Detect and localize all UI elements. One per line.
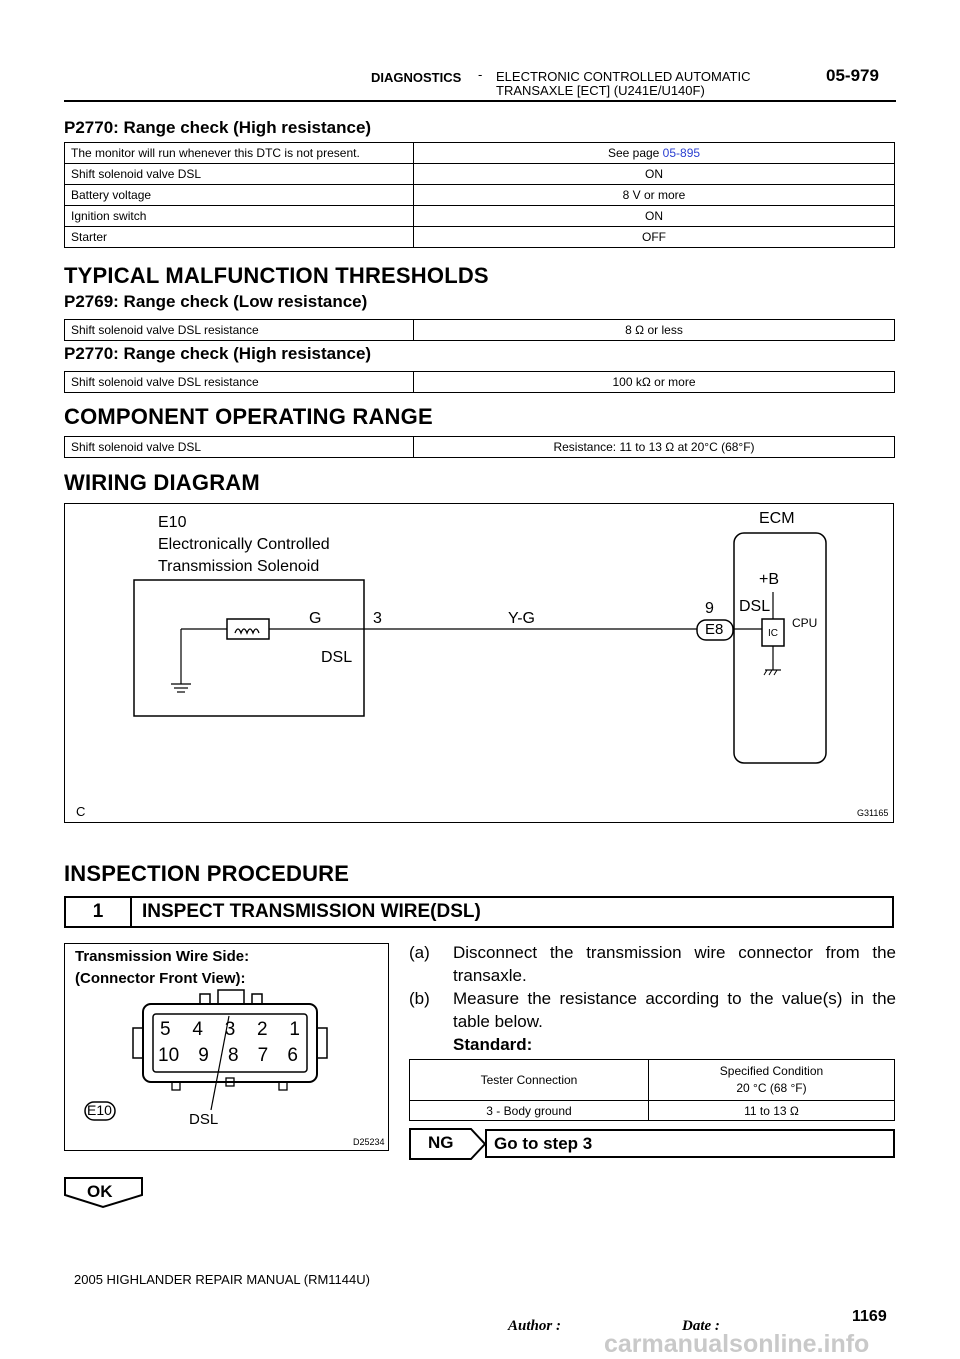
header-title-line1: ELECTRONIC CONTROLLED AUTOMATIC: [496, 69, 751, 84]
ecm-label: ECM: [759, 510, 795, 527]
header-title-line2: TRANSAXLE [ECT] (U241E/U140F): [496, 83, 705, 98]
pin-9: 9: [198, 1045, 209, 1066]
ok-label: OK: [87, 1182, 113, 1201]
pin-9-label: 9: [705, 600, 714, 617]
table-cell: [414, 143, 895, 164]
figure-id: G31165: [857, 808, 889, 818]
connector-latch: [218, 990, 244, 1004]
see-page-text: See page: [607, 146, 663, 160]
table-cell: 100 kΩ or more: [414, 372, 895, 393]
wire-g-label: G: [309, 610, 322, 627]
connector-key: [172, 1082, 180, 1090]
table-cell: 8 Ω or less: [414, 320, 895, 341]
ecm-box: [734, 533, 826, 763]
e10-name-line2: Transmission Solenoid: [158, 558, 320, 575]
connector-dsl-label: DSL: [189, 1111, 219, 1128]
connector-key: [279, 1082, 287, 1090]
pin-3-label: 3: [373, 610, 382, 627]
table-cell: ON: [414, 164, 895, 185]
wiring-heading: WIRING DIAGRAM: [64, 470, 260, 495]
pin-8: 8: [227, 1045, 239, 1066]
connector-title-line1: Transmission Wire Side:: [75, 948, 250, 965]
connector-latch: [200, 994, 210, 1004]
step-number: 1: [66, 898, 132, 926]
table-cell: OFF: [414, 227, 895, 248]
thresholds-heading: TYPICAL MALFUNCTION THRESHOLDS: [64, 263, 489, 288]
p2770-table: [64, 371, 895, 393]
operating-range-table: [64, 436, 895, 458]
pin-7: 7: [257, 1045, 269, 1066]
table-row: [65, 372, 895, 393]
table-header: [649, 1060, 895, 1101]
step-a-marker: (a): [409, 943, 430, 962]
page-link[interactable]: 05-895: [662, 146, 701, 160]
plus-b-label: +B: [759, 571, 780, 588]
pin-4: 4: [192, 1019, 203, 1040]
standard-label: Standard:: [453, 1035, 533, 1054]
table-row: [65, 185, 895, 206]
conditions-table: [64, 142, 895, 248]
table-row: [65, 143, 895, 164]
table-row: [65, 227, 895, 248]
header-page-code: 05-979: [826, 66, 879, 85]
ic-label: IC: [768, 628, 778, 639]
pin-row-bottom: [158, 1045, 298, 1067]
table-row: [65, 164, 895, 185]
pin-row-top: [160, 1019, 300, 1041]
footer-page-number: 1169: [852, 1308, 887, 1325]
footer-author-label: Author :: [508, 1318, 561, 1334]
ng-action-box[interactable]: [485, 1129, 895, 1158]
dsl-ecm-label: DSL: [739, 598, 771, 615]
watermark: carmanualsonline.info: [604, 1330, 870, 1358]
table-row: [65, 320, 895, 341]
connector-housing: [143, 1004, 317, 1082]
cpu-label: CPU: [792, 616, 818, 630]
connector-figure-id: D25234: [353, 1137, 385, 1147]
inspection-heading: INSPECTION PROCEDURE: [64, 861, 350, 886]
solenoid-box: [134, 580, 364, 716]
ic-ground-symbol: [764, 670, 767, 675]
p2770-threshold-heading: P2770: Range check (High resistance): [64, 344, 372, 363]
table-row: [410, 1101, 895, 1121]
table-cell: Starter: [65, 227, 414, 248]
header-dash: -: [478, 67, 483, 82]
connector-side-tab: [317, 1028, 327, 1058]
table-cell: Shift solenoid valve DSL resistance: [65, 320, 414, 341]
specified-condition-label: Specified Condition: [719, 1064, 824, 1078]
step-a-line2: transaxle.: [453, 966, 527, 985]
header-section: DIAGNOSTICS: [371, 70, 462, 85]
footer-date-label: Date :: [682, 1318, 720, 1334]
step-b-line1: Measure the resistance according to the value(s) in the: [453, 989, 896, 1008]
table-cell: Shift solenoid valve DSL resistance: [65, 372, 414, 393]
corner-c-label: C: [76, 804, 86, 819]
connector-side-tab: [133, 1028, 143, 1058]
p2769-table: [64, 319, 895, 341]
e10-name-line1: Electronically Controlled: [158, 536, 330, 553]
pin-10: 10: [158, 1045, 180, 1066]
specified-condition-temp: 20 °C (68 °F): [736, 1081, 807, 1095]
table-cell: Resistance: 11 to 13 Ω at 20°C (68°F): [414, 437, 895, 458]
table-cell: Shift solenoid valve DSL: [65, 437, 414, 458]
pin-2: 2: [257, 1019, 268, 1040]
p2769-heading: P2769: Range check (Low resistance): [64, 292, 368, 311]
table-row: [65, 206, 895, 227]
e8-label: E8: [705, 621, 724, 638]
table-cell: 3 - Body ground: [410, 1101, 649, 1121]
wiring-diagram: [64, 503, 894, 823]
connector-title-line2: (Connector Front View):: [75, 970, 246, 987]
table-cell: Ignition switch: [65, 206, 414, 227]
e10-code: E10: [158, 514, 187, 531]
p2770-heading: P2770: Range check (High resistance): [64, 118, 372, 137]
table-cell: ON: [414, 206, 895, 227]
pin-6: 6: [287, 1045, 298, 1066]
table-cell: 11 to 13 Ω: [649, 1101, 895, 1121]
table-row: [65, 437, 895, 458]
pin-5: 5: [160, 1019, 171, 1040]
standard-table: [409, 1059, 895, 1121]
table-cell: Shift solenoid valve DSL: [65, 164, 414, 185]
step-b-marker: (b): [409, 989, 430, 1008]
table-cell: 8 V or more: [414, 185, 895, 206]
pin-3: 3: [224, 1019, 236, 1040]
pin-1: 1: [289, 1019, 300, 1040]
step-b-line2: table below.: [453, 1012, 543, 1031]
step-title: INSPECT TRANSMISSION WIRE(DSL): [142, 901, 481, 922]
ic-ground-symbol: [769, 670, 772, 675]
ic-ground-symbol: [774, 670, 777, 675]
operating-range-heading: COMPONENT OPERATING RANGE: [64, 404, 433, 429]
connector-code: E10: [87, 1102, 112, 1118]
connector-figure: [64, 943, 389, 1151]
table-cell: The monitor will run whenever this DTC is not present.: [65, 143, 414, 164]
connector-latch: [252, 994, 262, 1004]
header-rule: [64, 100, 896, 102]
wire-color-label: Y-G: [508, 610, 535, 627]
coil-winding: [235, 629, 259, 633]
coil-symbol: [227, 619, 269, 639]
dsl-solenoid-label: DSL: [321, 649, 353, 666]
ng-label: NG: [428, 1133, 454, 1152]
table-row: [410, 1060, 895, 1101]
step-a-line1: Disconnect the transmission wire connector from the: [453, 943, 896, 962]
footer-manual: 2005 HIGHLANDER REPAIR MANUAL (RM1144U): [74, 1272, 370, 1287]
ng-action-text: Go to step 3: [494, 1134, 593, 1153]
step-bar: [64, 896, 894, 928]
table-cell: Battery voltage: [65, 185, 414, 206]
table-header: Tester Connection: [410, 1060, 649, 1101]
